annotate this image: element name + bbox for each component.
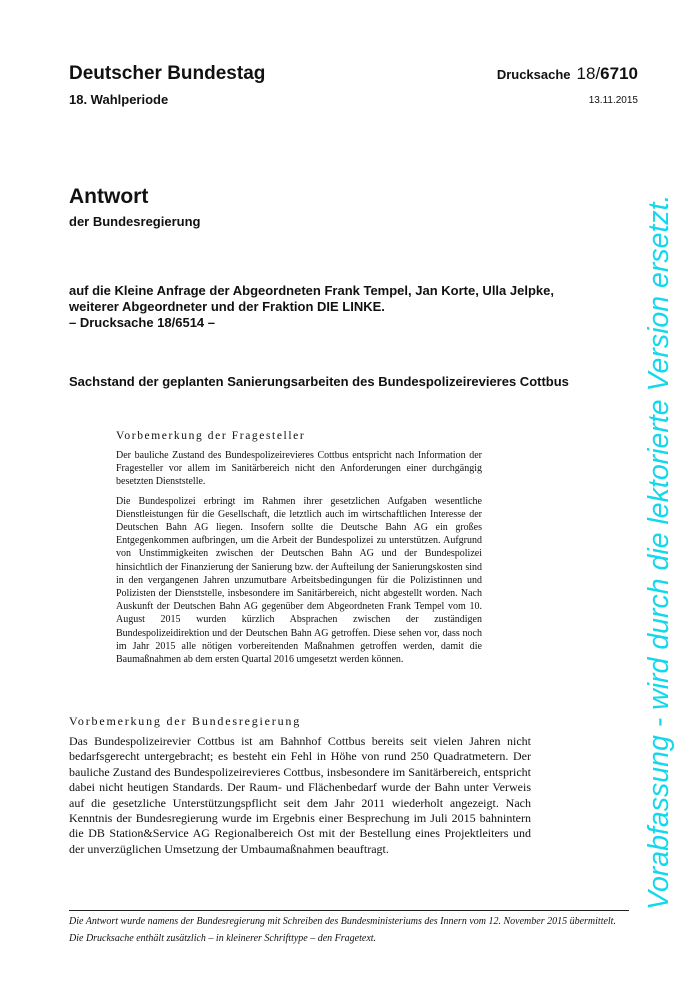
document-date: 13.11.2015	[588, 95, 638, 106]
footer-notes	[69, 915, 629, 949]
vorbemerkung-bundesregierung-heading: Vorbemerkung der Bundesregierung	[69, 714, 301, 728]
anfrage-reference	[69, 283, 629, 331]
vorbemerkung-fragesteller-text	[116, 449, 482, 672]
paragraph: Der bauliche Zustand des Bundespolizeirevieres Cottbus entspricht nach Information der Fragesteller vor allem im Sanitärbereich nicht den Anforderungen einer durchgängig besetzten Dienststelle.	[116, 450, 482, 488]
paragraph: Das Bundespolizeirevier Cottbus ist am Bahnhof Cottbus bereits seit vielen Jahren nicht bedarfsgerecht untergebracht; es besteht ein Fehl in Höhe von rund 250 Quadratmetern. Der bauliche Zustand des Bundespolizeirevieres Cottbus, insbesondere im Sanitärbereich, entspricht dabei nicht heutigen Standards. Der Raum- und Flächenbedarf wurde der Bahn unter Verweis auf die gesetzliche Unterstützungspflicht seit dem Jahr 2011 wiederholt angezeigt. Nach Kenntnis der Bundesregierung wurde im Ergebnis einer Besprechung im Juli 2015 bahnintern die DB Station&Service AG Regionalbereich Ost mit der Bestellung eines Projektleiters und der unverzüglichen Umsetzung der Umbaumaßnahmen beauftragt.	[69, 734, 531, 856]
anfrage-line: – Drucksache 18/6514 –	[69, 315, 215, 330]
wahlperiode: 18. Wahlperiode	[69, 92, 169, 107]
anfrage-line: auf die Kleine Anfrage der Abgeordneten Frank Tempel, Jan Korte, Ulla Jelpke,	[69, 283, 554, 298]
subject-heading: Sachstand der geplanten Sanierungsarbeiten des Bundespolizeirevieres Cottbus	[69, 374, 569, 389]
drucksache-label: Drucksache	[496, 67, 571, 82]
vorbemerkung-fragesteller-heading: Vorbemerkung der Fragesteller	[116, 430, 306, 442]
vorbemerkung-bundesregierung-text	[69, 734, 531, 857]
document-title: Antwort	[69, 185, 149, 208]
footer-note: Die Antwort wurde namens der Bundesregierung mit Schreiben des Bundesministeriums des Innern vom 12. November 2015 übermittelt.	[69, 916, 616, 927]
institution-name: Deutscher Bundestag	[69, 63, 266, 84]
paragraph: Die Bundespolizei erbringt im Rahmen ihrer gesetzlichen Aufgaben wesentliche Dienstleistungen für die Gesellschaft, die letztlich auch im wirtschaftlichen Interesse der Deutschen Bahn AG liegen. Insofern sollte die Deutsche Bahn AG ein großes Entgegenkommen aufbringen, um die Arbeit der Bundespolizei zu unterstützen. Aufgrund von Unstimmigkeiten zwischen der Deutschen Bahn AG und der Bundespolizei hinsichtlich der Finanzierung der Sanierung bzw. der Aufteilung der Sanierungskosten sind in den vergangenen Jahren unzumutbare Arbeitsbedingungen für die Polizistinnen und Polizisten der Dienststelle, insbesondere im Sanitärbereich, nicht abgestellt worden. Nach Auskunft der Deutschen Bahn AG gegenüber dem Abgeordneten Frank Tempel vom 10. August 2015 wurden kürzlich Absprachen zwischen der zuständigen Bundespolizeidirektion und der Deutschen Bahn AG getroffen. Diese sehen vor, dass noch im Jahr 2015 alle nötigen vorbereitenden Maßnahmen getroffen werden, damit die Baumaßnahmen ab dem ersten Quartal 2016 umgesetzt werden können.	[116, 495, 482, 666]
drucksache-main-number: 6710	[600, 64, 638, 83]
draft-watermark: Vorabfassung - wird durch die lektorierte Version ersetzt.	[643, 194, 675, 910]
document-subtitle: der Bundesregierung	[69, 214, 201, 229]
drucksache-number	[497, 64, 638, 84]
drucksache-prefix: 18/	[576, 64, 601, 83]
footer-note: Die Drucksache enthält zusätzlich – in kleinerer Schrifttype – den Fragetext.	[69, 933, 377, 944]
footer-divider	[69, 910, 629, 911]
anfrage-line: weiterer Abgeordneter und der Fraktion DIE LINKE.	[69, 299, 385, 314]
